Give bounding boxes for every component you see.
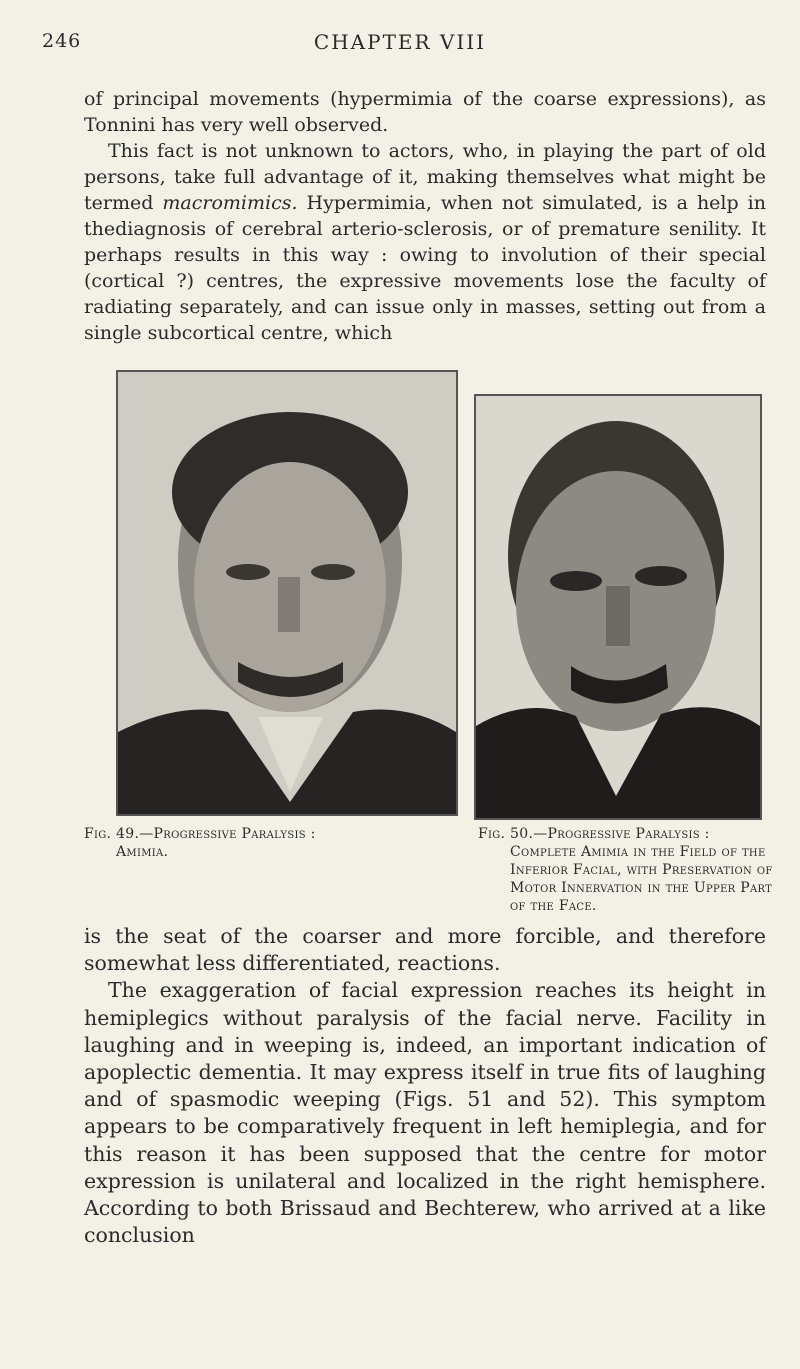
italic-term: macromimics. xyxy=(162,192,298,214)
figure-49-caption xyxy=(84,825,424,861)
paragraph: of principal movements (hypermimia of the coarse expressions), as Tonnini has very well observed. xyxy=(84,88,766,136)
caption-line: Fig. 49.—Progressive Paralysis : xyxy=(84,826,316,842)
figure-50-photo xyxy=(474,394,762,820)
figure-50-caption xyxy=(478,825,774,915)
paragraph xyxy=(84,138,766,346)
caption-line: Complete Amimia in the Field of the Inferior Facial, with Preservation of Motor Innervation in the Upper Part of the Face. xyxy=(510,844,773,914)
caption-line: Amimia. xyxy=(116,844,169,860)
page-number: 246 xyxy=(42,30,82,52)
figure-49-photo xyxy=(116,370,458,816)
portrait-photo xyxy=(118,372,456,814)
caption-line: Fig. 50.—Progressive Paralysis : xyxy=(478,826,710,842)
running-head: CHAPTER VIII xyxy=(313,30,487,54)
text-run: Hypermimia, when not simulated, is a help in thediagnosis of cerebral arterio-sclerosis, or of premature senility. It perhaps results in this way : owing to involution of their special (cortical ?) centres, the expressive movements lose the faculty of radiating separately, and can issue only in masses, setting out from a single subcortical centre, which xyxy=(84,192,766,344)
body-text-bottom xyxy=(84,923,766,1249)
portrait-photo xyxy=(476,396,760,818)
paragraph: The exaggeration of facial expression reaches its height in hemiplegics without paralysis of the facial nerve. Facility in laughing and in weeping is, indeed, an important indication of apoplectic dementia. It may express itself in true fits of laughing and of spasmodic weeping (Figs. 51 and 52). This symptom appears to be comparatively frequent in left hemiplegia, and for this reason it has been supposed that the centre for motor expression is unilateral and localized in the right hemisphere. According to both Brissaud and Bechterew, who arrived at a like conclusion xyxy=(84,978,766,1248)
body-text-top xyxy=(84,86,766,346)
text-run: This fact is not unknown to actors, who, in playing the part of old persons, take full advantage of it, making themselves what might be termed xyxy=(84,140,766,214)
paragraph: is the seat of the coarser and more forcible, and therefore somewhat less differentiated, reactions. xyxy=(84,924,766,976)
